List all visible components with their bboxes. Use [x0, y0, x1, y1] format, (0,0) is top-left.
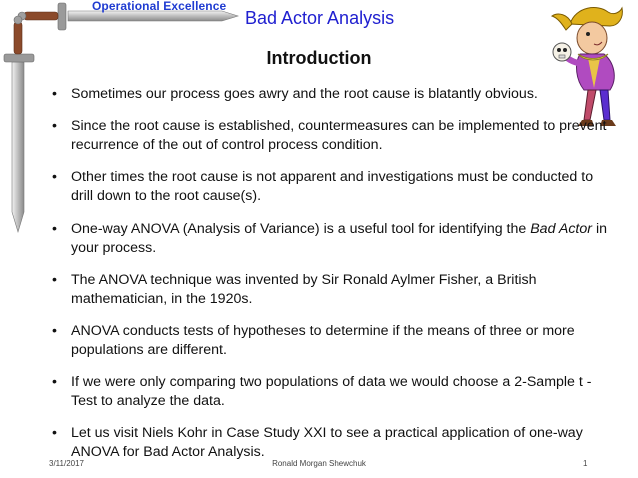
bullet-text: Since the root cause is established, countermeasures can be implemented to prevent recurrence of the out of control process condition.	[71, 118, 607, 154]
bad-actor-emphasis: Bad Actor	[530, 220, 592, 237]
bullet-item	[52, 117, 614, 155]
deck-title: Bad Actor Analysis	[245, 8, 395, 28]
bullet-item	[52, 168, 614, 206]
footer-date: 3/11/2017	[49, 459, 84, 468]
bullet-item	[52, 85, 614, 104]
bullet-text: One-way ANOVA (Analysis of Variance) is a useful tool for identifying the	[71, 220, 531, 237]
slide-title: Introduction	[266, 48, 372, 68]
banner-label: Operational Excellence	[92, 0, 227, 13]
bullet-list	[52, 85, 614, 476]
footer-author: Ronald Morgan Shewchuk	[272, 459, 366, 468]
bullet-icon: •	[52, 86, 57, 102]
bullet-icon: •	[52, 169, 57, 186]
bullet-text: The ANOVA technique was invented by Sir Ronald Aylmer Fisher, a British mathematician, in the 1920s.	[71, 271, 537, 307]
bullet-icon: •	[52, 220, 57, 237]
bullet-text: ANOVA conducts tests of hypotheses to determine if the means of three or more populations are different.	[71, 322, 575, 358]
bullet-text-continued: in your process.	[71, 220, 607, 256]
bullet-text: If we were only comparing two populations of data we would choose a 2-Sample t -Test to analyze the data.	[71, 374, 592, 410]
bullet-item	[52, 271, 614, 309]
footer-page-number: 1	[583, 459, 588, 468]
bullet-icon: •	[52, 374, 57, 391]
bullet-item	[52, 373, 614, 411]
bullet-icon: •	[52, 322, 57, 339]
bullet-item	[52, 424, 614, 462]
bullet-text: Sometimes our process goes awry and the root cause is blatantly obvious.	[71, 86, 538, 102]
bullet-icon: •	[52, 271, 57, 288]
bullet-item	[52, 220, 614, 258]
bullet-item	[52, 322, 614, 360]
bullet-text: Let us visit Niels Kohr in Case Study XXI to see a practical application of one-way ANOVA for Bad Actor Analysis.	[71, 425, 583, 461]
bullet-icon: •	[52, 425, 57, 442]
bullet-text: Other times the root cause is not apparent and investigations must be conducted to drill down to the root cause(s).	[71, 169, 594, 205]
bullet-icon: •	[52, 118, 57, 135]
